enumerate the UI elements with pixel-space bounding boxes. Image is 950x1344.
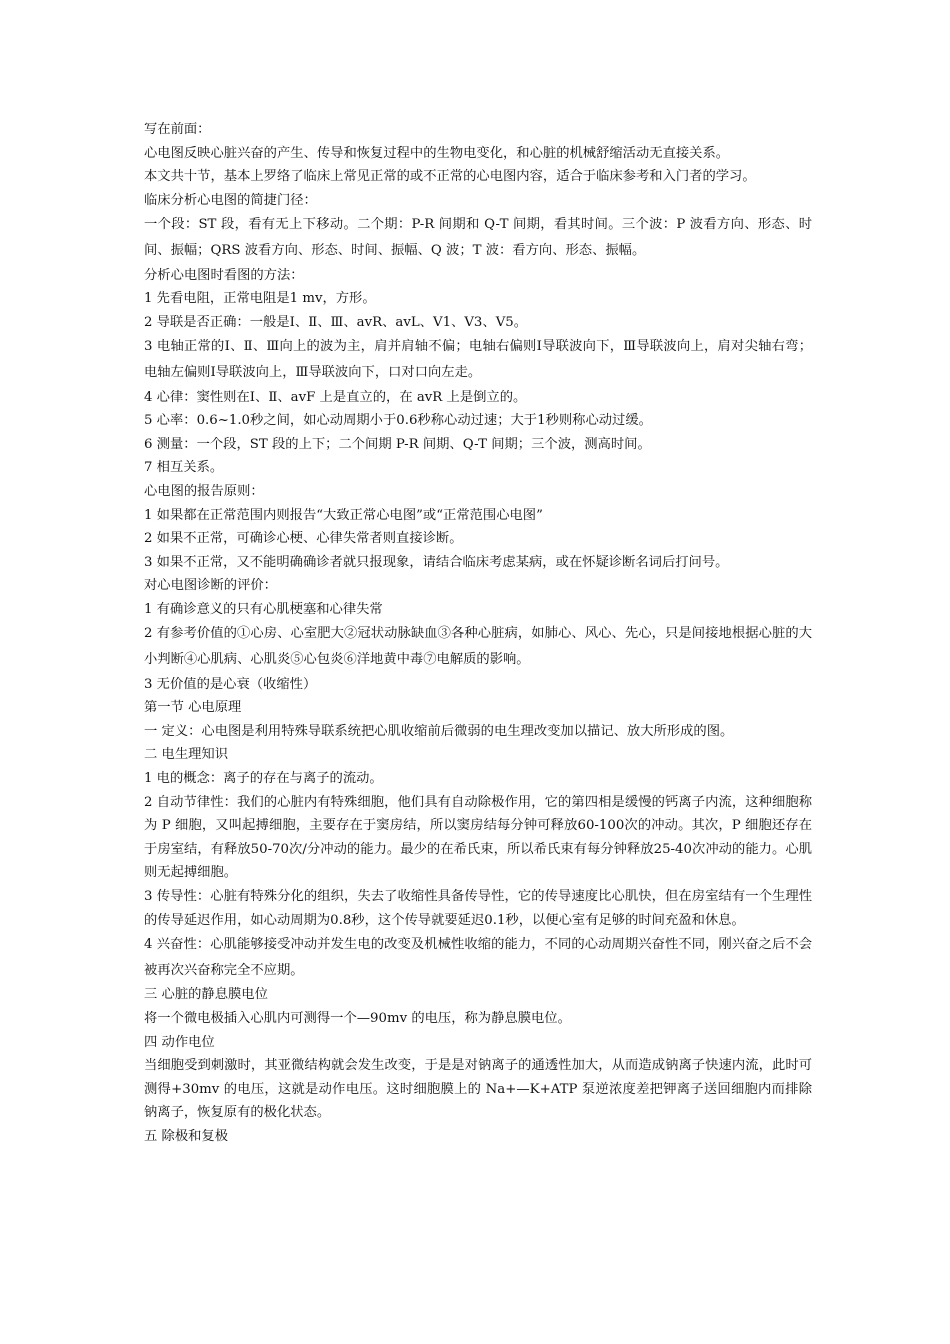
list-item: 5 心率：0.6~1.0秒之间，如心动周期小于0.6秒称心动过速；大于1秒则称心动过缓。: [144, 413, 652, 429]
section-heading: 四 动作电位: [144, 1034, 215, 1050]
chapter-heading: 第一节 心电原理: [144, 700, 242, 716]
paragraph: 心电图反映心脏兴奋的产生、传导和恢复过程中的生物电变化，和心脏的机械舒缩活动无直接关系。: [144, 145, 730, 161]
list-item: 2 有参考价值的①心房、心室肥大②冠状动脉缺血③各种心脏病，如肺心、风心、先心，只是间接地根据心脏的大小判断④心肌病、心肌炎⑤心包炎⑥洋地黄中毒⑦电解质的影响。: [144, 626, 812, 668]
paragraph: 一 定义：心电图是利用特殊导联系统把心肌收缩前后微弱的电生理改变加以描记、放大所形成的图。: [144, 723, 734, 739]
list-item: 7 相互关系。: [144, 460, 224, 476]
list-item: 2 如果不正常，可确诊心梗、心律失常者则直接诊断。: [144, 531, 463, 547]
list-item: 2 自动节律性：我们的心脏内有特殊细胞，他们具有自动除极作用，它的第四相是缓慢的钙离子内流，这种细胞称为 P 细胞，又叫起搏细胞，主要存在于窦房结，所以窦房结每分钟可释放60-100次的冲动。其次，P 细胞还存在于房室结，有释放50-70次/分冲动的能力。最少的在希氏束，所以希氏束有每分钟释放25-40次冲动的能力。心肌则无起搏细胞。: [144, 794, 812, 881]
list-item: 6 测量：一个段，ST 段的上下；二个间期 P-R 间期、Q-T 间期；三个波，测高时间。: [144, 436, 651, 452]
document-body: [144, 118, 812, 1149]
list-item: 1 如果都在正常范围内则报告“大致正常心电图”或“正常范围心电图”: [144, 507, 543, 523]
list-item: 2 导联是否正确：一般是Ⅰ、Ⅱ、Ⅲ、avR、avL、V1、V3、V5。: [144, 314, 528, 330]
section-heading: 三 心脏的静息膜电位: [144, 987, 268, 1003]
list-item: 3 传导性：心脏有特殊分化的组织，失去了收缩性具备传导性，它的传导速度比心肌快，但在房室结有一个生理性的传导延迟作用，如心动周期为0.8秒，这个传导就要延迟0.1秒，以便心室有足够的时间充盈和休息。: [144, 889, 812, 928]
paragraph: 当细胞受到刺激时，其亚微结构就会发生改变，于是是对钠离子的通透性加大，从而造成钠离子快速内流，此时可测得+30mv 的电压，这就是动作电压。这时细胞膜上的 Na+—K+ATP 泵逆浓度差把钾离子送回细胞内而排除钠离子，恢复原有的极化状态。: [144, 1058, 812, 1121]
section-heading: 对心电图诊断的评价：: [144, 578, 277, 594]
list-item: 4 兴奋性：心肌能够接受冲动并发生电的改变及机械性收缩的能力，不同的心动周期兴奋性不同，刚兴奋之后不会被再次兴奋称完全不应期。: [144, 937, 812, 978]
section-heading: 分析心电图时看图的方法：: [144, 267, 304, 283]
section-heading: 临床分析心电图的简捷门径：: [144, 192, 317, 208]
section-heading: 二 电生理知识: [144, 747, 229, 763]
section-heading: 写在前面：: [144, 122, 211, 137]
section-heading: 心电图的报告原则：: [144, 483, 264, 499]
paragraph: 一个段：ST 段，看有无上下移动。二个期：P-R 间期和 Q-T 间期，看其时间。三个波：P 波看方向、形态、时间、振幅；QRS 波看方向、形态、时间、振幅、Q 波；T 波：看方向、形态、振幅。: [144, 217, 812, 258]
list-item: 3 如果不正常，又不能明确确诊者就只报现象，请结合临床考虑某病，或在怀疑诊断名词后打问号。: [144, 554, 729, 570]
list-item: 3 无价值的是心衰（收缩性）: [144, 676, 317, 692]
list-item: 3 电轴正常的Ⅰ、Ⅱ、Ⅲ向上的波为主，肩并肩轴不偏；电轴右偏则Ⅰ导联波向下，Ⅲ导联波向上，肩对尖轴右弯；电轴左偏则Ⅰ导联波向上，Ⅲ导联波向下，口对口向左走。: [144, 339, 812, 380]
list-item: 4 心律：窦性则在Ⅰ、Ⅱ、avF 上是直立的，在 avR 上是倒立的。: [144, 389, 527, 405]
list-item: 1 有确诊意义的只有心肌梗塞和心律失常: [144, 601, 383, 617]
section-heading: 五 除极和复极: [144, 1128, 229, 1144]
paragraph: 将一个微电极插入心肌内可测得一个—90mv 的电压，称为静息膜电位。: [144, 1010, 571, 1026]
list-item: 1 电的概念：离子的存在与离子的流动。: [144, 771, 383, 787]
list-item: 1 先看电阻，正常电阻是1 mv，方形。: [144, 291, 376, 307]
paragraph: 本文共十节，基本上罗络了临床上常见正常的或不正常的心电图内容，适合于临床参考和入门者的学习。: [144, 169, 756, 185]
